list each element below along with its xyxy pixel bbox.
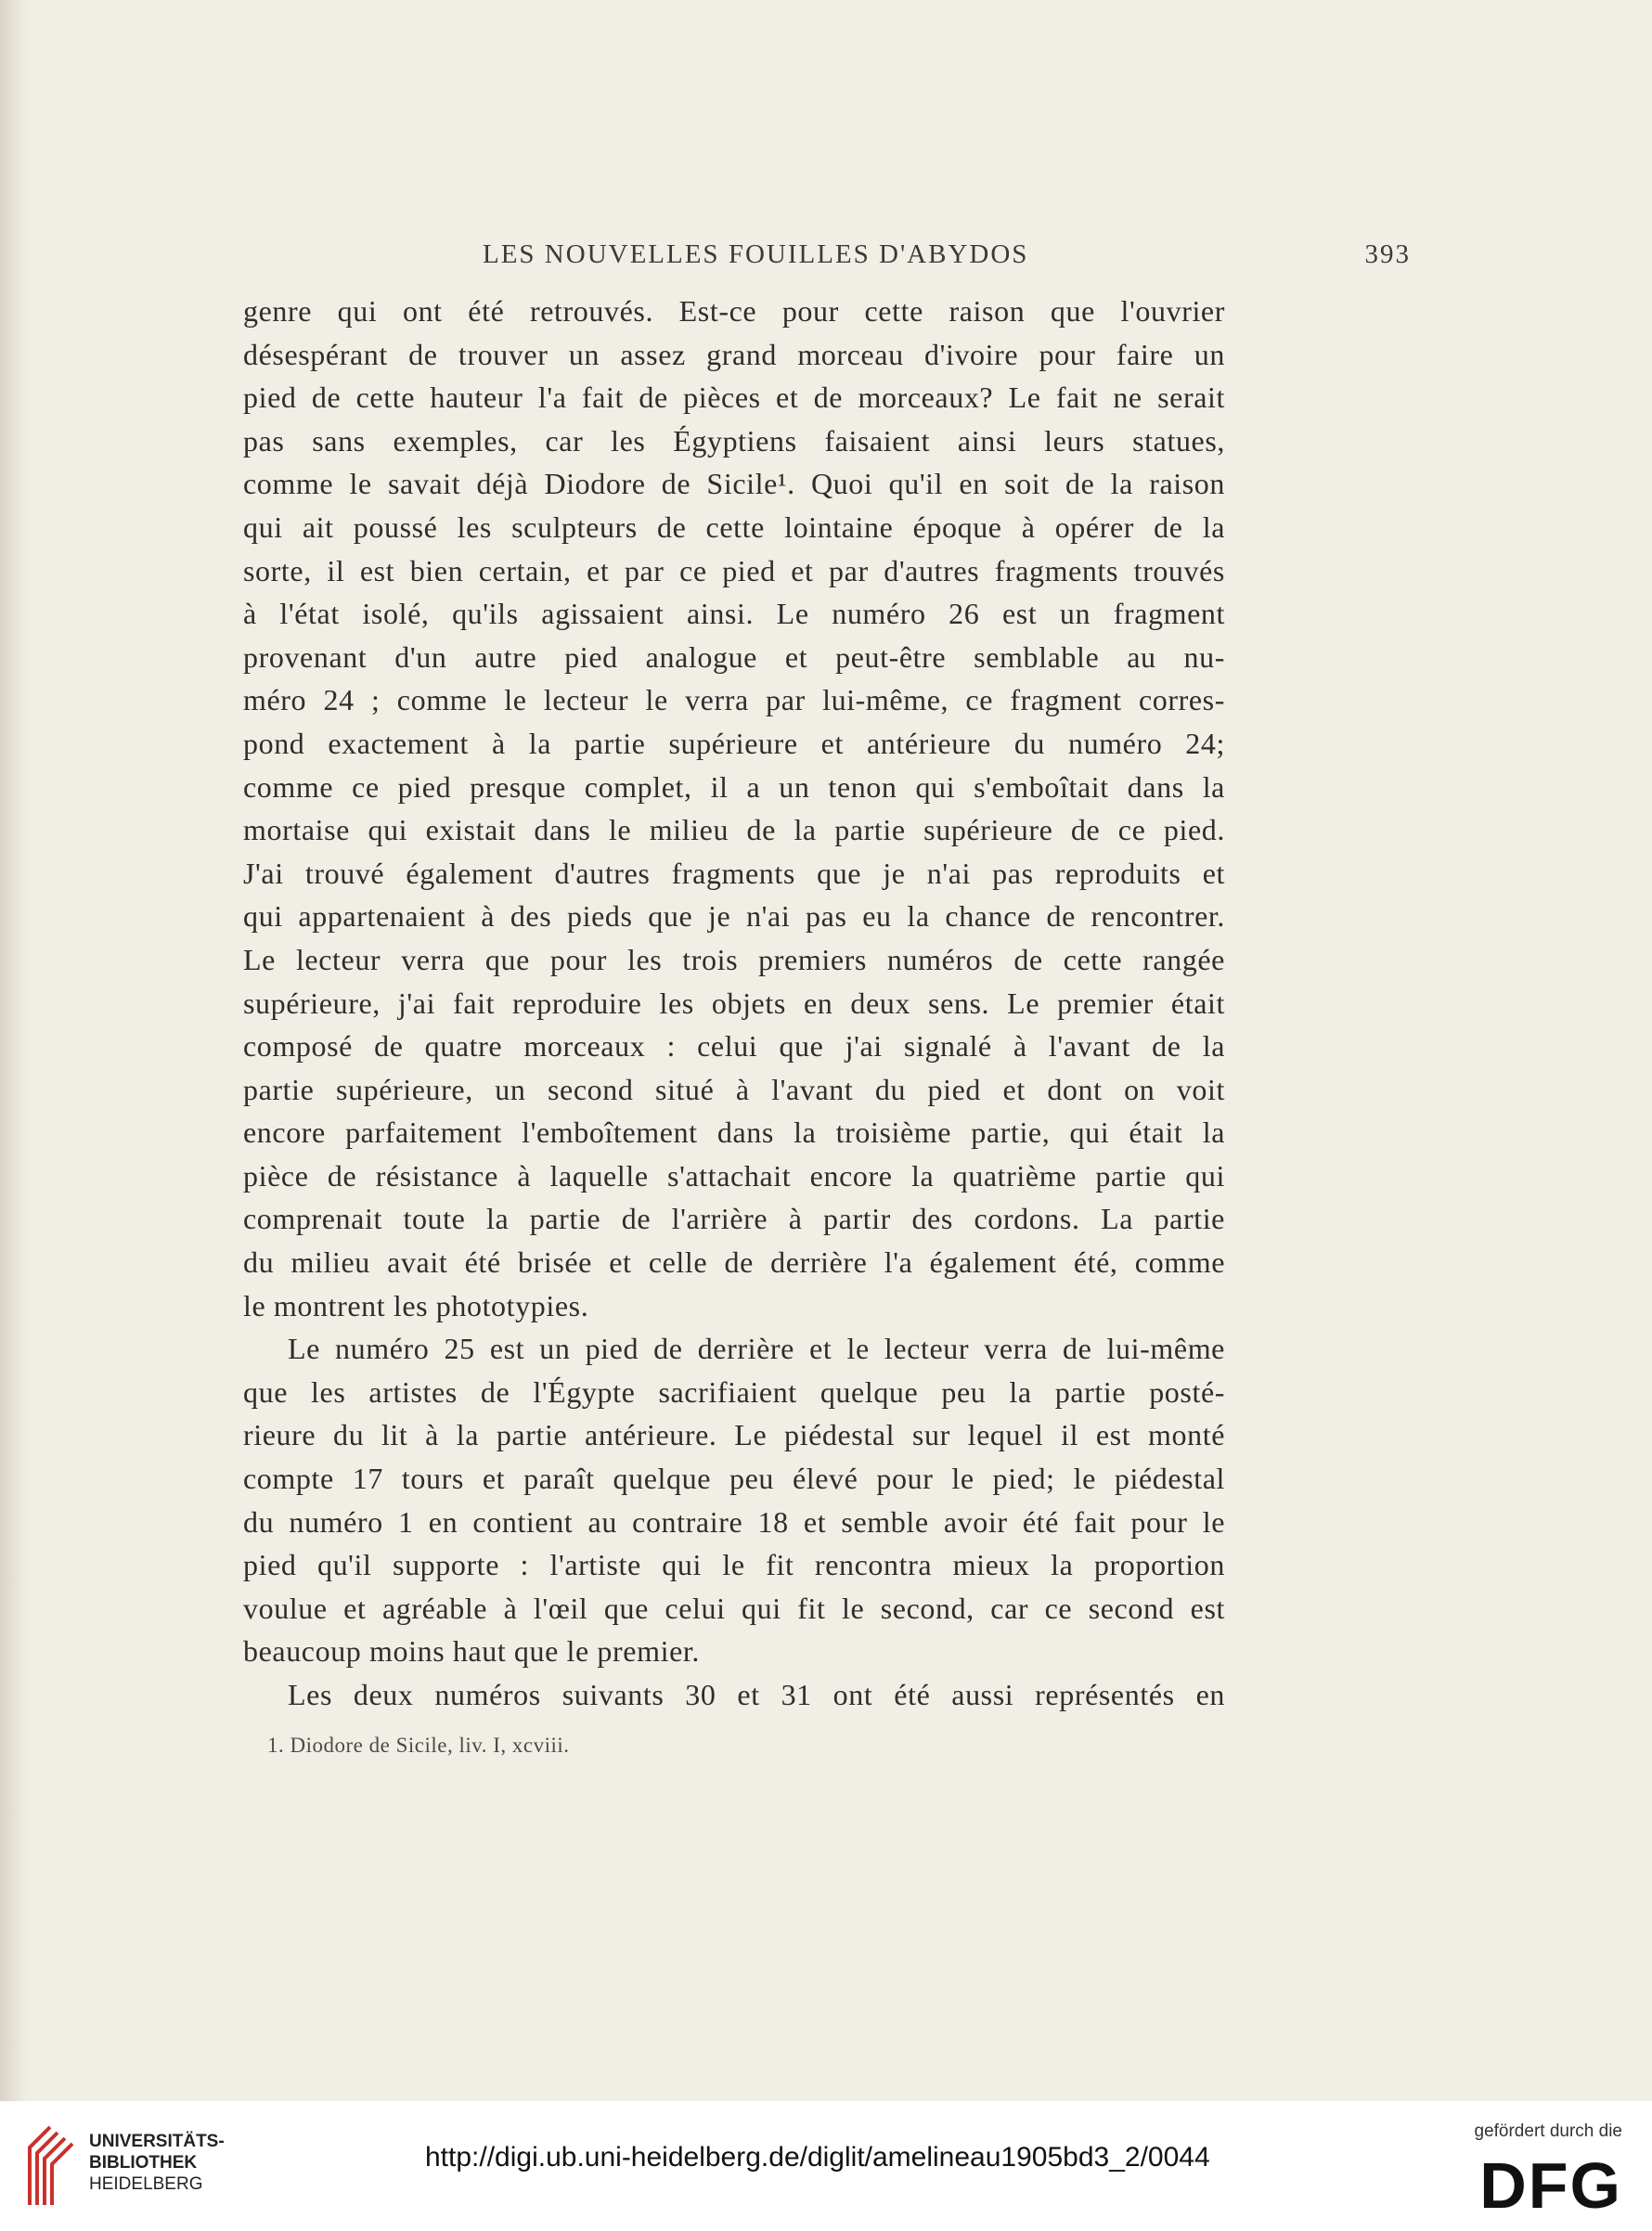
- text-line: Les deux numéros suivants 30 et 31 ont été aussi représentés en: [288, 1678, 1225, 1711]
- text-line: pied qu'il supporte : l'artiste qui le fit rencontra mieux la proportion: [243, 1548, 1225, 1582]
- text-line: rieure du lit à la partie antérieure. Le piédestal sur lequel il est monté: [243, 1418, 1225, 1452]
- text-line: supérieure, j'ai fait reproduire les objets en deux sens. Le premier était: [243, 986, 1225, 1020]
- library-name-line: UNIVERSITÄTS-: [89, 2132, 225, 2151]
- library-name-line: BIBLIOTHEK: [89, 2153, 198, 2173]
- text-line: partie supérieure, un second situé à l'avant du pied et dont on voit: [243, 1072, 1225, 1106]
- text-line: qui ait poussé les sculpteurs de cette lointaine époque à opérer de la: [243, 509, 1225, 544]
- text-line: méro 24 ; comme le lecteur le verra par lui-même, ce fragment corres-: [243, 683, 1225, 717]
- library-name-line: HEIDELBERG: [89, 2174, 203, 2194]
- text-line: sorte, il est bien certain, et par ce pied et par d'autres fragments trouvés: [243, 553, 1225, 587]
- text-line: Le lecteur verra que pour les trois premiers numéros de cette rangée: [243, 942, 1225, 976]
- footnote: 1. Diodore de Sicile, liv. I, xcviii.: [267, 1734, 570, 1757]
- text-line: beaucoup moins haut que le premier.: [243, 1634, 700, 1669]
- text-line: que les artistes de l'Égypte sacrifiaient quelque peu la partie posté-: [243, 1374, 1225, 1409]
- text-line: pièce de résistance à laquelle s'attachait encore la quatrième partie qui: [243, 1158, 1225, 1193]
- text-line: pond exactement à la partie supérieure et antérieure du numéro 24;: [243, 726, 1225, 760]
- text-line: désespérant de trouver un assez grand morceau d'ivoire pour faire un: [243, 337, 1225, 371]
- text-line: le montrent les phototypies.: [243, 1288, 589, 1322]
- text-line: du numéro 1 en contient au contraire 18 et semble avoir été fait pour le: [243, 1504, 1225, 1539]
- text-line: voulue et agréable à l'œil que celui qui fit le second, car ce second est: [243, 1591, 1225, 1625]
- text-line: comme le savait déjà Diodore de Sicile¹. Quoi qu'il en soit de la raison: [243, 467, 1225, 501]
- text-line: à l'état isolé, qu'ils agissaient ainsi. Le numéro 26 est un fragment: [243, 597, 1225, 631]
- page-edge-shadow: [0, 0, 28, 2101]
- funding-caption: gefördert durch die: [1474, 2121, 1622, 2141]
- text-line: pied de cette hauteur l'a fait de pièces et de morceaux? Le fait ne serait: [243, 380, 1225, 415]
- text-line: Le numéro 25 est un pied de derrière et le lecteur verra de lui-même: [288, 1332, 1225, 1366]
- text-line: comprenait toute la partie de l'arrière à partir des cordons. La partie: [243, 1202, 1225, 1236]
- text-line: compte 17 tours et paraît quelque peu élevé pour le pied; le piédestal: [243, 1462, 1225, 1496]
- library-logo-icon: [22, 2120, 78, 2212]
- text-line: genre qui ont été retrouvés. Est-ce pour cette raison que l'ouvrier: [243, 294, 1225, 328]
- running-head-title: LES NOUVELLES FOUILLES D'ABYDOS: [483, 239, 1029, 269]
- permalink-url[interactable]: http://digi.ub.uni-heidelberg.de/diglit/amelineau1905bd3_2/0044: [425, 2142, 1210, 2173]
- text-line: provenant d'un autre pied analogue et peut-être semblable au nu-: [243, 639, 1225, 674]
- running-head: [483, 239, 1411, 277]
- dfg-logo: DFG: [1479, 2149, 1622, 2222]
- library-name: [89, 2131, 225, 2195]
- text-line: encore parfaitement l'emboîtement dans la troisième partie, qui était la: [243, 1116, 1225, 1150]
- text-line: comme ce pied presque complet, il a un tenon qui s'emboîtait dans la: [243, 769, 1225, 804]
- body-text: [243, 290, 1225, 1717]
- footer-bar: [0, 2101, 1652, 2231]
- text-line: pas sans exemples, car les Égyptiens faisaient ainsi leurs statues,: [243, 423, 1225, 458]
- text-line: composé de quatre morceaux : celui que j'ai signalé à l'avant de la: [243, 1029, 1225, 1064]
- text-line: qui appartenaient à des pieds que je n'ai pas eu la chance de rencontrer.: [243, 899, 1225, 934]
- text-line: du milieu avait été brisée et celle de derrière l'a également été, comme: [243, 1245, 1225, 1280]
- page-number: 393: [1364, 239, 1411, 269]
- text-line: J'ai trouvé également d'autres fragments que je n'ai pas reproduits et: [243, 856, 1225, 890]
- text-line: mortaise qui existait dans le milieu de la partie supérieure de ce pied.: [243, 813, 1225, 847]
